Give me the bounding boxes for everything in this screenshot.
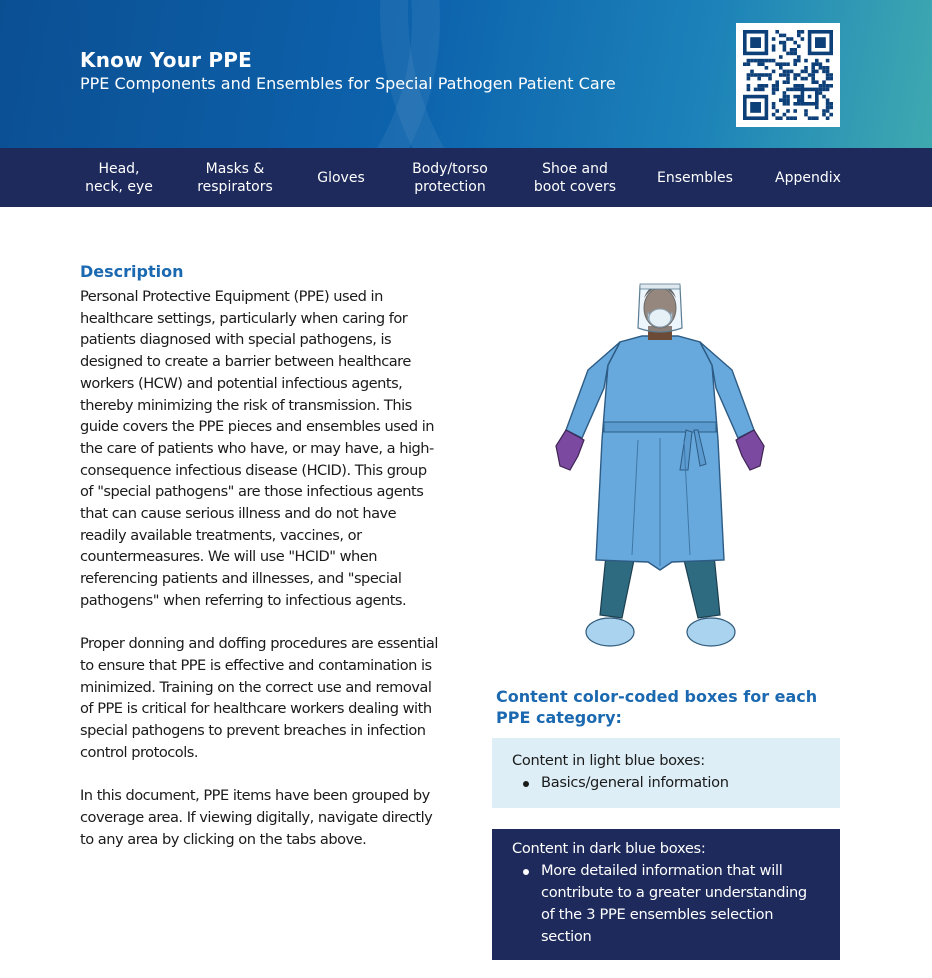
light-blue-box-sample <box>492 738 840 808</box>
light-box-title: Content in light blue boxes: <box>512 752 705 769</box>
category-nav <box>0 148 932 207</box>
document-title: Know Your PPE <box>80 48 252 72</box>
dark-box-list <box>512 860 820 948</box>
dark-box-title: Content in dark blue boxes: <box>512 840 706 857</box>
tab-shoe-boot-covers[interactable]: Shoe and boot covers <box>533 160 617 195</box>
description-heading: Description <box>80 262 184 281</box>
description-paragraph: In this document, PPE items have been grouped by coverage area. If viewing digitally, navigate directly to any area by clicking on the tabs above. <box>80 787 433 848</box>
document-header <box>0 0 932 148</box>
description-body <box>80 286 440 872</box>
ppe-ensemble-illustration <box>548 270 768 655</box>
tab-gloves[interactable]: Gloves <box>317 169 365 186</box>
qr-code-graphic <box>743 30 833 120</box>
tab-masks-respirators[interactable]: Masks & respirators <box>197 160 273 195</box>
ppe-figure-graphic <box>548 270 768 655</box>
dark-blue-box-sample <box>492 829 840 960</box>
tab-appendix[interactable]: Appendix <box>775 169 841 186</box>
tab-head-neck-eye[interactable]: Head, neck, eye <box>85 160 153 195</box>
tab-ensembles[interactable]: Ensembles <box>657 169 733 186</box>
description-paragraph: Personal Protective Equipment (PPE) used in healthcare settings, particularly when caring for patients diagnosed with special pathogens, is designed to create a barrier between healthcare workers (HCW) and potential infectious agents, thereby minimizing the risk of transmission. This guide covers the PPE pieces and ensembles used in the care of patients who have, or may have, a high-consequence infectious disease (HCID). This group of "special pathogens" are those infectious agents that can cause serious illness and do not have readily available treatments, vaccines, or countermeasures. We will use "HCID" when referencing patients and illnesses, and "special pathogens" when referring to infectious agents. <box>80 288 435 609</box>
document-subtitle: PPE Components and Ensembles for Special Pathogen Patient Care <box>80 74 616 93</box>
list-item: Basics/general information <box>520 772 820 794</box>
tab-body-torso-protection[interactable]: Body/torso protection <box>412 160 488 195</box>
light-box-list <box>512 772 820 794</box>
qr-code-icon[interactable] <box>736 23 840 127</box>
list-item: More detailed information that will contribute to a greater understanding of the 3 PPE ensembles selection section <box>520 860 820 948</box>
description-paragraph: Proper donning and doffing procedures are essential to ensure that PPE is effective and contamination is minimized. Training on the correct use and removal of PPE is critical for healthcare workers dealing with special pathogens to prevent breaches in infection control protocols. <box>80 635 438 761</box>
legend-heading: Content color-coded boxes for each PPE category: <box>496 687 818 727</box>
